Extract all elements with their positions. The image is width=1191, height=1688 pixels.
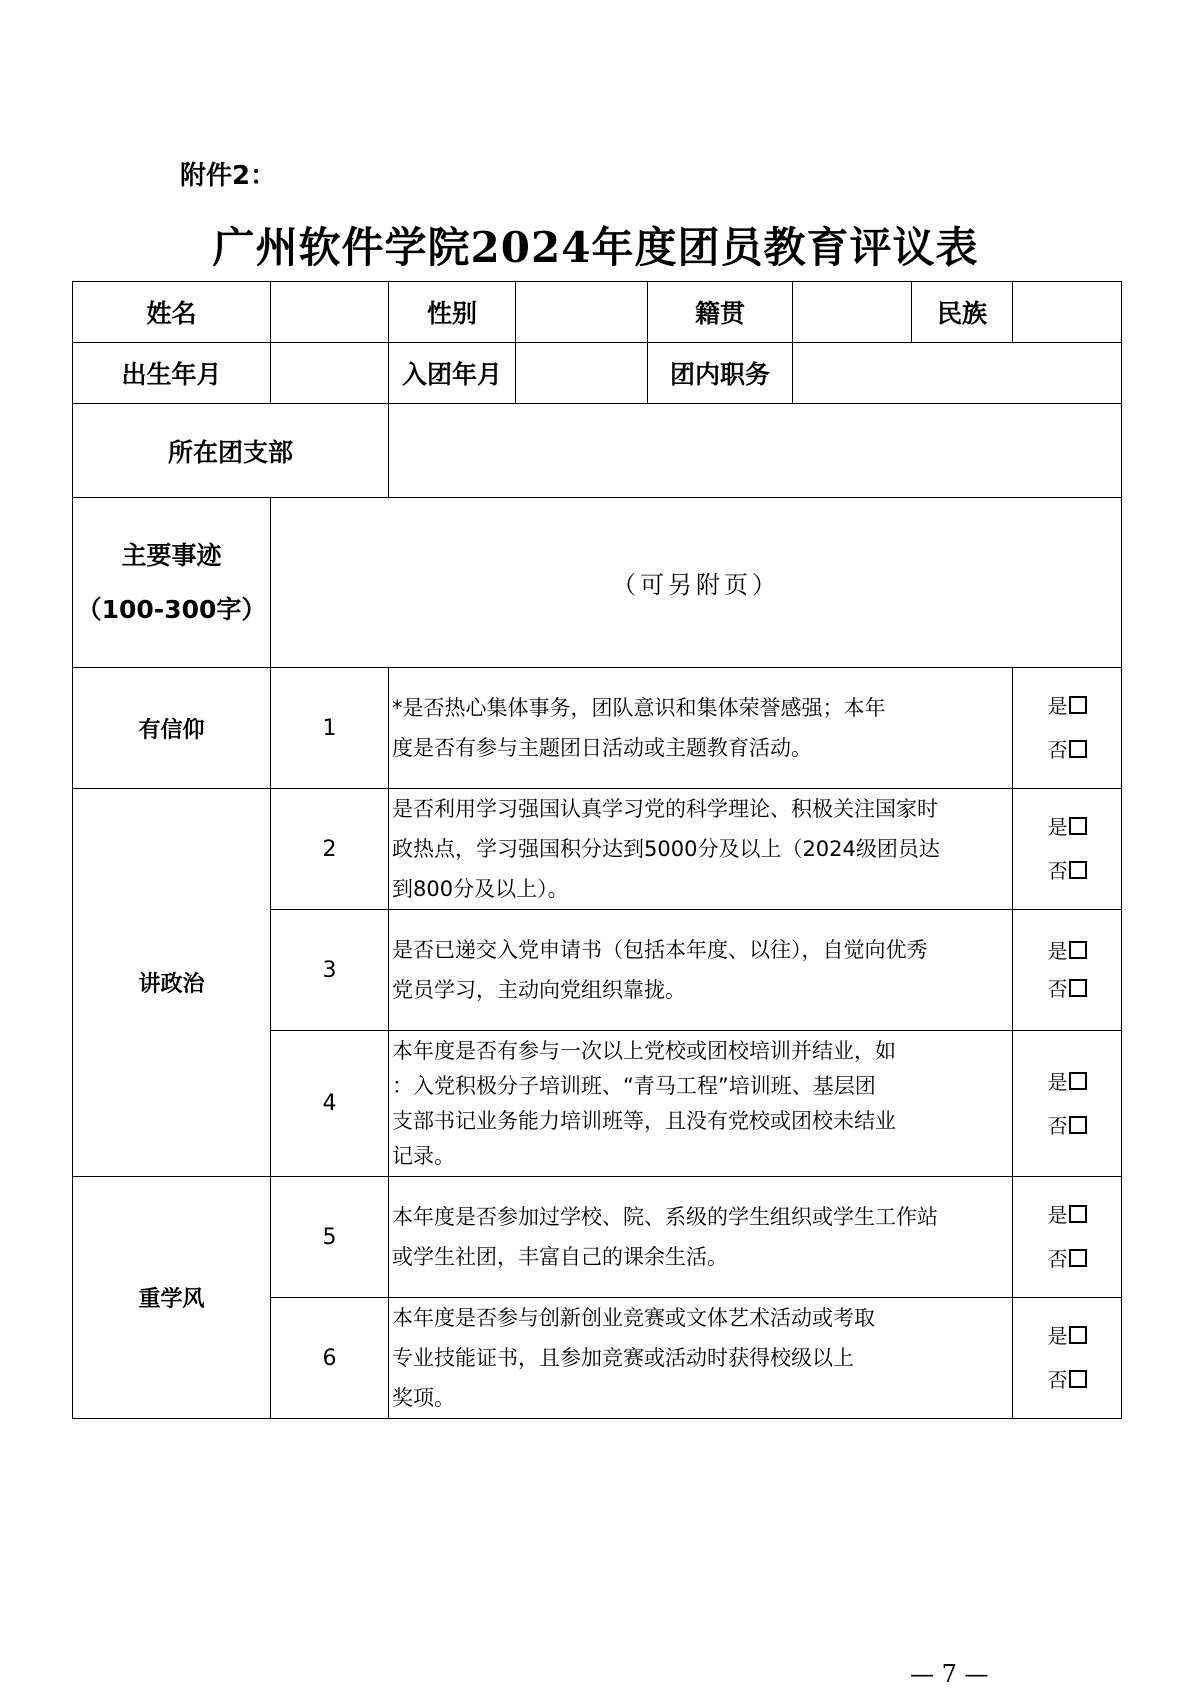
- deeds-field[interactable]: [271, 498, 1122, 668]
- no-option[interactable]: 否: [1013, 1104, 1121, 1148]
- no-checkbox[interactable]: [1069, 979, 1087, 997]
- criterion-number: 4: [271, 1031, 389, 1177]
- criterion-line: 到800分及以上）。: [392, 877, 569, 901]
- no-checkbox[interactable]: [1069, 740, 1087, 758]
- yes-checkbox[interactable]: [1069, 1072, 1087, 1090]
- deeds-row: [73, 498, 1122, 668]
- deeds-label: [73, 498, 271, 668]
- criterion-line: 奖项。: [392, 1386, 455, 1410]
- criterion-text: [389, 1177, 1013, 1298]
- criterion-line: 或学生社团，丰富自己的课余生活。: [392, 1245, 728, 1269]
- yes-no-cell: [1013, 668, 1122, 789]
- yes-no-cell: [1013, 1031, 1122, 1177]
- yes-option[interactable]: 是: [1013, 1060, 1121, 1104]
- yes-checkbox[interactable]: [1069, 696, 1087, 714]
- category-study: 重学风: [73, 1177, 271, 1419]
- no-option[interactable]: 否: [1013, 1237, 1121, 1281]
- join-date-field[interactable]: [516, 343, 648, 404]
- attachment-label: 附件2：: [180, 161, 277, 191]
- gender-field[interactable]: [516, 282, 648, 343]
- category-politics: 讲政治: [73, 789, 271, 1177]
- criterion-text: [389, 1298, 1013, 1419]
- position-field[interactable]: [793, 343, 1122, 404]
- yes-no-cell: [1013, 1298, 1122, 1419]
- no-option[interactable]: 否: [1013, 970, 1121, 1008]
- criterion-line: 本年度是否参与创新创业竞赛或文体艺术活动或考取: [392, 1306, 875, 1330]
- yes-option[interactable]: 是: [1013, 805, 1121, 849]
- criterion-line: 支部书记业务能力培训班等，且没有党校或团校未结业: [392, 1108, 896, 1133]
- criterion-line: ：入党积极分子培训班、“青马工程”培训班、基层团: [392, 1073, 876, 1098]
- page-number: — 7 —: [910, 1660, 989, 1688]
- criterion-row-1: [73, 668, 1122, 789]
- no-option[interactable]: 否: [1013, 728, 1121, 772]
- yes-option[interactable]: 是: [1013, 684, 1121, 728]
- yes-checkbox[interactable]: [1069, 1205, 1087, 1223]
- criterion-number: 1: [271, 668, 389, 789]
- criterion-row-2: [73, 789, 1122, 910]
- yes-checkbox[interactable]: [1069, 941, 1087, 959]
- form-title: 广州软件学院2024年度团员教育评议表: [212, 223, 979, 272]
- category-faith: 有信仰: [73, 668, 271, 789]
- join-date-label: 入团年月: [389, 343, 516, 404]
- criterion-row-5: [73, 1177, 1122, 1298]
- criterion-number: 2: [271, 789, 389, 910]
- deeds-label-title: 主要事迹: [121, 540, 222, 570]
- criterion-line: 政热点，学习强国积分达到5000分及以上（2024级团员达: [392, 837, 940, 861]
- personal-info-row-2: [73, 343, 1122, 404]
- criterion-text: [389, 668, 1013, 789]
- no-checkbox[interactable]: [1069, 1370, 1087, 1388]
- gender-label: 性别: [389, 282, 516, 343]
- criterion-number: 5: [271, 1177, 389, 1298]
- deeds-note: （可另附页）: [612, 571, 780, 599]
- criterion-text: [389, 1031, 1013, 1177]
- name-field[interactable]: [271, 282, 389, 343]
- criterion-line: 专业技能证书，且参加竞赛或活动时获得校级以上: [392, 1346, 854, 1370]
- name-label: 姓名: [73, 282, 271, 343]
- criterion-line: 本年度是否参加过学校、院、系级的学生组织或学生工作站: [392, 1205, 938, 1229]
- evaluation-form-table: [72, 281, 1122, 1419]
- yes-option[interactable]: 是: [1013, 1314, 1121, 1358]
- criterion-text: [389, 789, 1013, 910]
- deeds-label-range: （100-300字）: [76, 594, 267, 624]
- position-label: 团内职务: [648, 343, 793, 404]
- criterion-line: 党员学习，主动向党组织靠拢。: [392, 978, 686, 1002]
- yes-no-cell: [1013, 1177, 1122, 1298]
- yes-option[interactable]: 是: [1013, 932, 1121, 970]
- yes-no-cell: [1013, 910, 1122, 1031]
- ethnicity-label: 民族: [912, 282, 1013, 343]
- origin-field[interactable]: [793, 282, 912, 343]
- yes-no-cell: [1013, 789, 1122, 910]
- yes-checkbox[interactable]: [1069, 1326, 1087, 1344]
- criterion-line: 本年度是否有参与一次以上党校或团校培训并结业，如: [392, 1038, 896, 1063]
- criterion-line: 度是否有参与主题团日活动或主题教育活动。: [392, 736, 812, 760]
- ethnicity-field[interactable]: [1013, 282, 1122, 343]
- origin-label: 籍贯: [648, 282, 793, 343]
- no-option[interactable]: 否: [1013, 1358, 1121, 1402]
- criterion-line: 是否已递交入党申请书（包括本年度、以往），自觉向优秀: [392, 938, 928, 962]
- no-checkbox[interactable]: [1069, 1249, 1087, 1267]
- branch-row: [73, 404, 1122, 498]
- criterion-line: 记录。: [392, 1143, 455, 1168]
- birth-date-field[interactable]: [271, 343, 389, 404]
- criterion-number: 3: [271, 910, 389, 1031]
- criterion-number: 6: [271, 1298, 389, 1419]
- yes-option[interactable]: 是: [1013, 1193, 1121, 1237]
- birth-date-label: 出生年月: [73, 343, 271, 404]
- no-checkbox[interactable]: [1069, 861, 1087, 879]
- criterion-line: *是否热心集体事务，团队意识和集体荣誉感强；本年: [392, 696, 886, 720]
- no-option[interactable]: 否: [1013, 849, 1121, 893]
- yes-checkbox[interactable]: [1069, 817, 1087, 835]
- criterion-text: [389, 910, 1013, 1031]
- criterion-line: 是否利用学习强国认真学习党的科学理论、积极关注国家时: [392, 797, 938, 821]
- personal-info-row-1: [73, 282, 1122, 343]
- no-checkbox[interactable]: [1069, 1116, 1087, 1134]
- branch-label: 所在团支部: [73, 404, 389, 498]
- branch-field[interactable]: [389, 404, 1122, 498]
